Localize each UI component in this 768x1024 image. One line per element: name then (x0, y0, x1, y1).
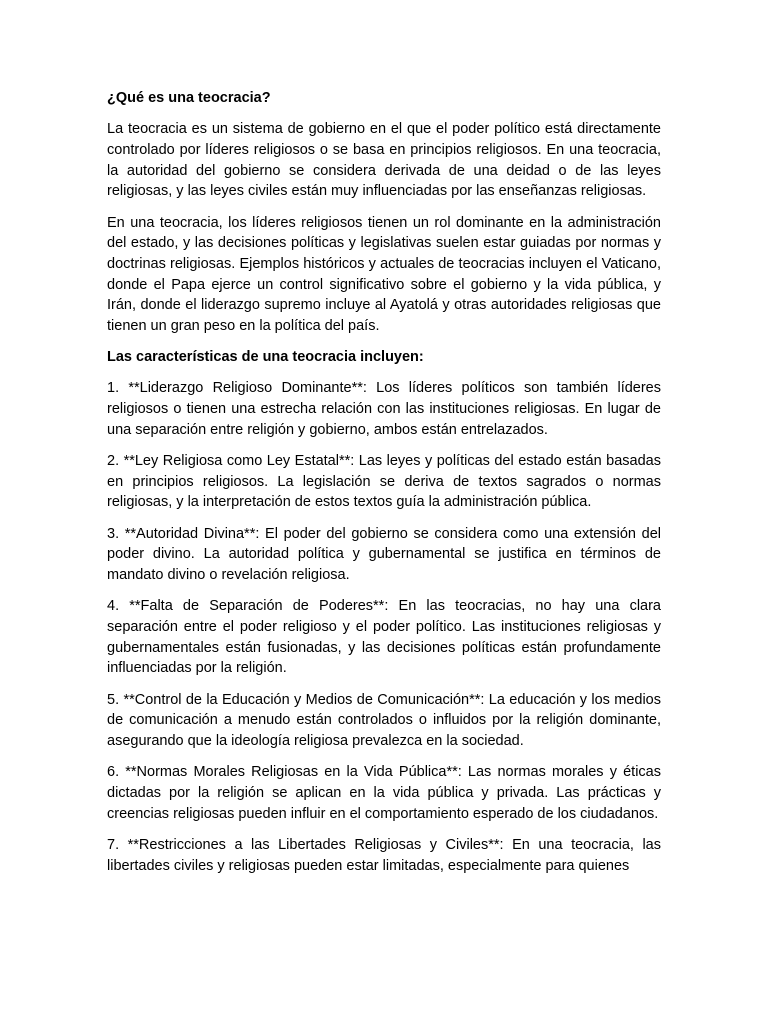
document-page (107, 88, 661, 887)
characteristic-item: 1. **Liderazgo Religioso Dominante**: Los líderes políticos son también líderes religiosos o tienen una estrecha relación con las instituciones religiosas. En lugar de una separación entre religión y gobierno, ambos están entrelazados. (107, 380, 661, 438)
characteristic-item: 4. **Falta de Separación de Poderes**: En las teocracias, no hay una clara separación entre el poder religioso y el poder político. Las instituciones religiosas y gubernamentales están fusionadas, y las decisiones políticas están profundamente influenciadas por la religión. (107, 598, 661, 677)
characteristic-item: 6. **Normas Morales Religiosas en la Vida Pública**: Las normas morales y éticas dictadas por la religión se aplican en la vida pública y privada. Las prácticas y creencias religiosas pueden influir en el comportamiento esperado de los ciudadanos. (107, 764, 661, 822)
characteristics-heading: Las características de una teocracia incluyen: (107, 349, 424, 366)
intro-paragraph: En una teocracia, los líderes religiosos tienen un rol dominante en la administración del estado, y las decisiones políticas y legislativas suelen estar guiadas por normas y doctrinas religiosas. Ejemplos históricos y actuales de teocracias incluyen el Vaticano, donde el Papa ejerce un control significativo sobre el gobierno y la vida pública, y Irán, donde el liderazgo supremo incluye al Ayatolá y otras autoridades religiosas que tienen un gran peso en la política del país. (107, 214, 661, 335)
characteristic-item: 5. **Control de la Educación y Medios de Comunicación**: La educación y los medios de comunicación a menudo están controlados o influidos por la religión dominante, asegurando que la ideología religiosa prevalezca en la sociedad. (107, 691, 661, 749)
document-title: ¿Qué es una teocracia? (107, 90, 271, 106)
characteristic-item: 7. **Restricciones a las Libertades Religiosas y Civiles**: En una teocracia, las libertades civiles y religiosas pueden estar limitadas, especialmente para quienes (107, 836, 661, 874)
characteristic-item: 3. **Autoridad Divina**: El poder del gobierno se considera como una extensión del poder divino. La autoridad política y gubernamental se justifica en términos de mandato divino o revelación religiosa. (107, 525, 661, 584)
characteristic-item: 2. **Ley Religiosa como Ley Estatal**: Las leyes y políticas del estado están basadas en principios religiosos. La legislación se deriva de textos sagrados o normas religiosas, y la interpretación de estos textos guía la administración pública. (107, 453, 661, 511)
intro-paragraph: La teocracia es un sistema de gobierno en el que el poder político está directamente controlado por líderes religiosos o se basa en principios religiosos. En una teocracia, la autoridad del gobierno se considera derivada de una deidad o de las leyes religiosas, y las leyes civiles están muy influenciadas por las enseñanzas religiosas. (107, 121, 661, 200)
